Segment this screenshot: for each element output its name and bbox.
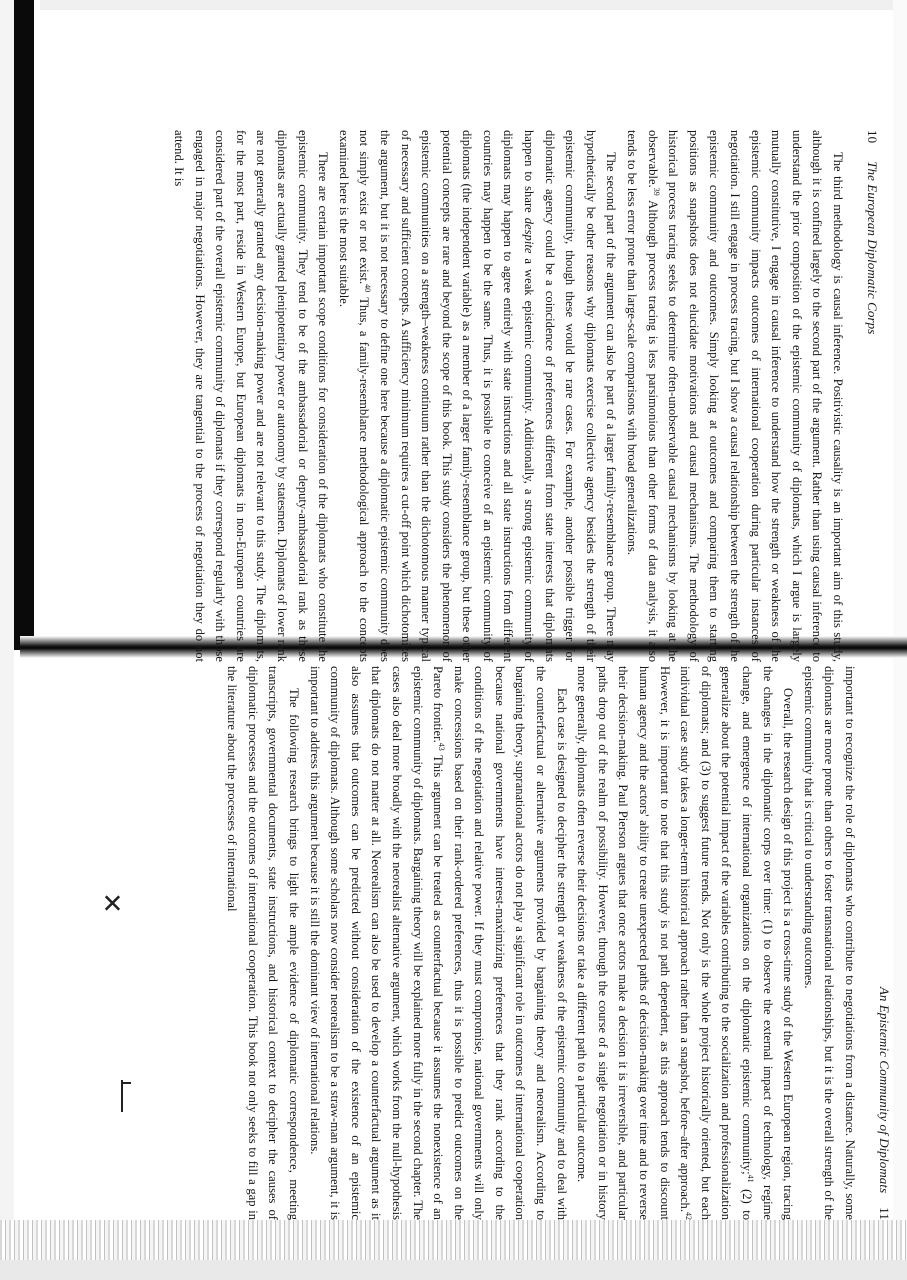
footnote-ref-39: 39: [651, 187, 661, 196]
scan-border-bottom-solid: [0, 1260, 907, 1280]
paragraph-text: (2) to generalize about the potential impact of the variables contributing to the socialization and professionalization of diplomats; and (3) to suggest future trends. Not only is the whole project historically oriented, but each individual case study takes a longer-term historical approach rather than a snapshot, before–after approach.: [678, 666, 755, 1221]
handwritten-margin-tick: [123, 1082, 131, 1084]
page-number-11: 11: [877, 1207, 892, 1220]
paragraph-research-evidence: The following research brings to light the ample evidence of diplomatic correspondence, meeting transcripts, governmental documents, state instructions, and historical context to decipher the causes of diplomatic processes and the outcomes of international cooperation. This book not only seeks to fill a gap in the literature about the processes of international: [225, 666, 301, 1220]
paragraph-text: There are certain important scope conditions for consideration of the diplomats who constitute the epistemic community. They tend to be of the ambassadorial or deputy-ambassadorial rank as these diplomats are actually granted plenipotentiary power or autonomy by statesmen. Diplomats of lower rank are not generally granted any decision-making power and are not relevant to this study. The diplomats, for the most part, reside in Western Europe, but European diplomats in non-European countries are considered part of the overall epistemic community of diplomats if they correspond regularly with those engaged in major negotiations. However, they are tangential to the process of negotiation they do not attend. It is: [172, 130, 331, 662]
paragraph-text: Thus, a family-resemblance methodological approach to the concepts examined here is the most suitable.: [336, 130, 372, 662]
paragraph-scope-conditions: [168, 130, 333, 662]
handwritten-margin-bar: [121, 1080, 123, 1112]
scan-shadow-left: [14, 0, 34, 650]
scan-border-left: [0, 0, 14, 1280]
running-head-right: [870, 666, 892, 1220]
paragraph-text: Although process tracing is less parsimonious than other forms of data analysis, it also tends to be less error prone than large-scale comparisons with broad generalizations.: [625, 130, 660, 662]
body-text-left: [168, 130, 848, 662]
page-10: [138, 130, 880, 662]
footnote-ref-42: 42: [684, 1212, 694, 1220]
paragraph-text: However, it is important to note that this study is not path dependent, as this approach tends to discount human agency and the actors' ability to create unexpected paths of decision-making over time and to reverse their decision-making. Paul Pierson argues that once actors make a decision it is irreversible, and particular paths drop out of the realm of possibility. However, through the course of a single negotiation or in history more generally, diplomats often reverse their decisions or take a different path to a particular outcome.: [575, 666, 672, 1220]
page-11: [110, 666, 892, 1220]
emphasis-text: despite: [522, 217, 537, 254]
page-number-10: 10: [865, 130, 880, 144]
paragraph-case-design: [304, 666, 572, 1220]
paragraph-research-design: [572, 666, 799, 1220]
footnote-ref-43: 43: [437, 742, 447, 751]
paragraph-causal-inference: [621, 130, 848, 662]
footnote-ref-40: 40: [363, 284, 373, 293]
scan-border-top: [40, 0, 907, 10]
paragraph-text: a weak epistemic community. Additionally, a strong epistemic community of diplomats may happen to agree entirely with state instructions and all state instructions from different countries may happen to be the same. Thus, it is possible to conceive of an epistemic community of diplomats (the independent variable) as a member of a larger family-resemblance group, but these other potential concepts are rare and beyond the scope of this book. This study considers the phenomenon of epistemic communities on a strength–weakness continuum rather than the dichotomous manner typical of necessary and sufficient concepts. A sufficiency minimum requires a cut-off point which dichotomizes the argument, but it is not necessary to define one here because a diplomatic epistemic community does not simply exist or not exist.: [357, 130, 537, 662]
paragraph-text: This argument can be treated as counterfactual because it assumes the nonexistence of an epistemic community of diplomats. Bargaining theory will be explained more fully in the second chapter. The cases also deal more broadly with the neorealist alternative argument, which works from the null-hypothesis that diplomats do not matter at all. Neorealism can also be used to develop a counterfactual argument as it also assumes that outcomes can be predicted without consideration of the existence of an epistemic community of diplomats. Although some scholars now consider neorealism to be a straw-man argument, it is important to address this argument because it is still the dominant view of international relations.: [307, 666, 446, 1220]
paragraph-text: Each case is designed to decipher the strength or weakness of the epistemic community and to deal with the counterfactual or alternative arguments provided by bargaining theory and neorealism. According to bargaining theory, supranational actors do not play a significant role in outcomes of international cooperation because national governments have interest-maximizing preferences that they rank according to the conditions of the negotiation and relative power. If they must compromise, national governments will only make concessions based on their rank-ordered preferences, thus it is possible to predict outcomes on the Pareto frontier.: [431, 666, 569, 1220]
paragraph-continued: important to recognize the role of diplomats who contribute to negotiations from a distance. Naturally, some diplomats are more prone than others to foster transnational relationships, but it is the overall strength of the epistemic community that is critical to understanding outcomes.: [801, 666, 857, 1220]
paragraph-family-resemblance: [333, 130, 621, 662]
handwritten-x-mark: ✕: [95, 892, 126, 914]
body-text-right: [222, 666, 860, 1220]
paragraph-text: The third methodology is causal inference. Positivistic causality is an important aim of this study, although it is confined largely to the second part of the argument. Rather than using causal inference to understand the prior composition of the epistemic community of diplomats, which I argue is largely mutually constitutive, I engage in causal inference to understand how the strength or weakness of the epistemic community impacts outcomes of international cooperation during particular instances of negotiation. I still engage in process tracing, but I show a causal relationship between the strength of the epistemic community and outcomes. Simply looking at outcomes and comparing them to starting positions as snapshots does not elucidate motivations and causal mechanisms. The methodology of historical process tracing seeks to determine often-unobservable causal mechanisms by looking at the observable.: [645, 130, 845, 662]
paragraph-text: Overall, the research design of this project is a cross-time study of the Western European region, tracing the changes in the diplomatic corps over time: (1) to observe the external impact of technology, regime change, and emergence of international organizations on the diplomatic epistemic community;: [740, 666, 796, 1220]
footnote-ref-41: 41: [746, 1174, 756, 1183]
running-head-left: [858, 130, 880, 662]
running-head-title-left: The European Diplomatic Corps: [865, 161, 880, 335]
running-head-title-right: An Epistemic Community of Diplomats: [877, 986, 892, 1194]
paragraph-text: The second part of the argument can also be part of a larger family-resemblance group. There may hypothetically be other reasons why diplomats exercise collective agency besides the strength of their epistemic community, though these would be rare cases. For example, another possible trigger for diplomatic agency could be a coincidence of preferences different from state interests that diplomats happen to share: [522, 130, 619, 662]
